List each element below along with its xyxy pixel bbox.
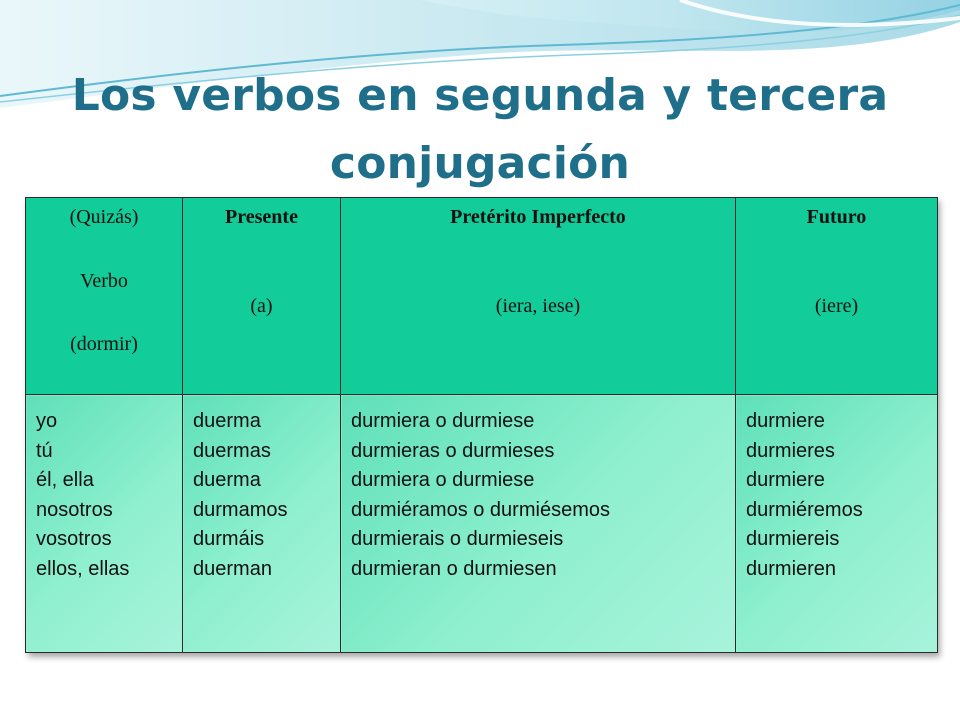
presente-form: duermas [193,439,271,462]
header-futuro-title: Futuro [806,206,867,228]
conjugation-table [25,197,937,653]
preterito-form: durmiéramos o durmiésemos [351,498,610,521]
header-row [26,198,938,395]
presente-form: durmamos [193,498,288,521]
preterito-form: durmieran o durmiesen [351,557,557,580]
pronoun: tú [36,439,53,462]
header-pronoun-line: (Quizás) [69,206,139,228]
pronoun: vosotros [36,528,112,550]
slide-title [60,62,900,198]
futuro-form: durmieres [746,439,835,462]
pronouns-cell [26,395,183,653]
header-pronoun-line: Verbo [80,269,128,292]
preterito-form: durmieras o durmieses [351,439,555,462]
header-futuro-ending: (iere) [814,295,859,317]
presente-form: duerma [193,410,261,432]
futuro-form: durmiere [746,469,825,491]
header-preterito-title: Pretérito Imperfecto [450,206,626,228]
body-row [26,395,938,653]
presente-form: durmáis [193,528,265,550]
preterito-form: durmierais o durmieseis [351,528,564,550]
futuro-cell [736,395,938,653]
title-line-1: Los verbos en segunda y tercera [71,70,889,121]
presente-form: duerman [193,557,272,580]
header-pronoun [26,198,183,395]
header-preterito [341,198,736,395]
futuro-form: durmiere [746,410,825,432]
pronoun: nosotros [36,498,113,521]
futuro-form: durmieren [746,557,837,580]
header-pronoun-line: (dormir) [70,333,138,355]
header-presente-ending: (a) [250,295,273,317]
futuro-form: durmiéremos [746,498,863,521]
header-preterito-ending: (iera, iese) [495,295,581,317]
presente-form: duerma [193,469,261,491]
header-futuro [736,198,938,395]
futuro-form: durmiereis [746,528,840,550]
pronoun: él, ella [36,469,94,491]
preterito-form: durmiera o durmiese [351,469,535,491]
header-presente-title: Presente [225,206,298,228]
pronoun: yo [36,410,58,432]
preterito-cell [341,395,736,653]
header-presente [183,198,341,395]
presente-cell [183,395,341,653]
title-line-2: conjugación [329,138,631,189]
preterito-form: durmiera o durmiese [351,410,535,432]
pronoun: ellos, ellas [36,557,130,580]
